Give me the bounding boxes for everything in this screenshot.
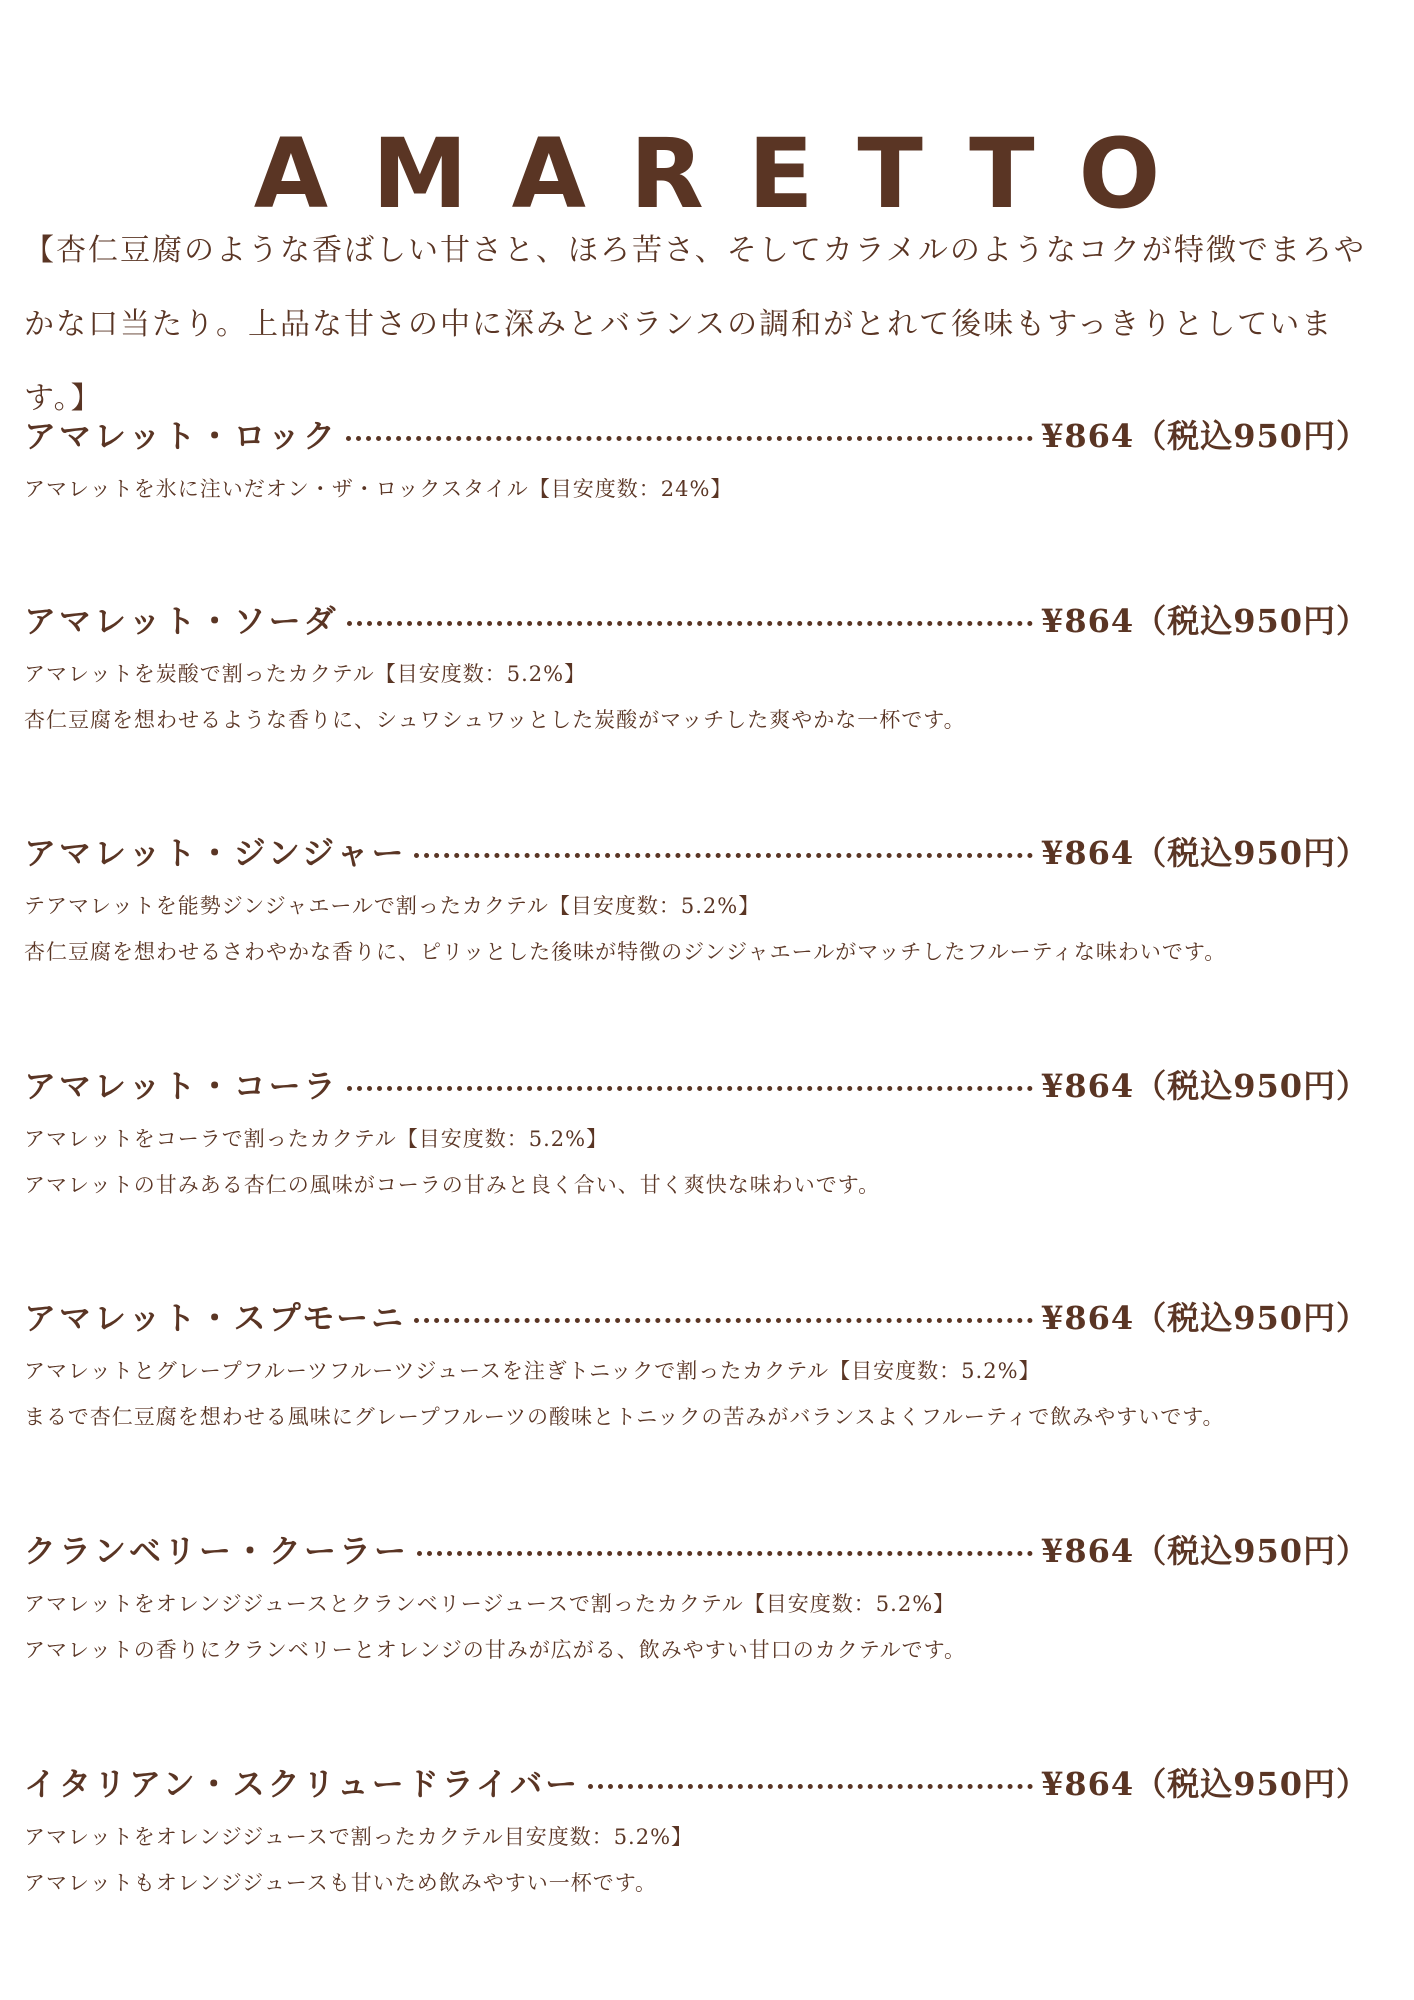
item-name: クランベリー・クーラー [24, 1532, 410, 1570]
item-price: ¥864（税込950円） [1041, 602, 1369, 640]
item-price: ¥864（税込950円） [1041, 1067, 1369, 1105]
item-note: 杏仁豆腐を想わせるさわやかな香りに、ピリッとした後味が特徴のジンジャエールがマッチしたフルーティな味わいです。 [24, 940, 1227, 964]
item-header [24, 1527, 1369, 1575]
item-header [24, 597, 1369, 645]
menu-item-amaretto-rock [24, 412, 1369, 512]
item-description: アマレットを炭酸で割ったカクテル【目安度数：5.2%】 [24, 662, 587, 686]
dotted-leader [588, 1784, 1033, 1789]
item-name: アマレット・コーラ [24, 1067, 339, 1105]
menu-item-cranberry-cooler [24, 1527, 1369, 1673]
item-note: 杏仁豆腐を想わせるような香りに、シュワシュワッとした炭酸がマッチした爽やかな一杯です。 [24, 708, 966, 732]
item-description: アマレットを氷に注いだオン・ザ・ロックスタイル【目安度数：24%】 [24, 477, 733, 501]
item-name: アマレット・ジンジャー [24, 834, 407, 872]
item-price: ¥864（税込950円） [1041, 834, 1369, 872]
dotted-leader [414, 1318, 1033, 1323]
item-name: イタリアン・スクリュードライバー [24, 1765, 581, 1803]
item-price: ¥864（税込950円） [1041, 417, 1369, 455]
item-header [24, 1760, 1369, 1808]
dotted-leader [347, 1086, 1033, 1091]
item-description: アマレットをコーラで割ったカクテル【目安度数：5.2%】 [24, 1127, 609, 1151]
dotted-leader [346, 436, 1033, 441]
item-note: アマレットもオレンジジュースも甘いため飲みやすい一杯です。 [24, 1871, 658, 1895]
dotted-leader [414, 853, 1033, 858]
item-price: ¥864（税込950円） [1041, 1532, 1369, 1570]
item-price: ¥864（税込950円） [1041, 1299, 1369, 1337]
menu-item-amaretto-cola [24, 1062, 1369, 1208]
item-name: アマレット・スプモーニ [24, 1299, 407, 1337]
item-name: アマレット・ロック [24, 417, 339, 455]
item-header [24, 412, 1369, 460]
item-note: アマレットの香りにクランベリーとオレンジの甘みが広がる、飲みやすい甘口のカクテルです。 [24, 1638, 967, 1662]
item-header [24, 1062, 1369, 1110]
intro-text: 【杏仁豆腐のような香ばしい甘さと、ほろ苦さ、そしてカラメルのようなコクが特徴でまろやかな口当たり。上品な甘さの中に深みとバランスの調和がとれて後味もすっきりとしています。】 [24, 233, 1366, 416]
page-title: AMARETTO [253, 118, 1205, 231]
dotted-leader [417, 1551, 1033, 1556]
item-description: アマレットをオレンジジュースとクランベリージュースで割ったカクテル【目安度数：5.2%】 [24, 1592, 956, 1616]
item-description: アマレットとグレープフルーツフルーツジュースを注ぎトニックで割ったカクテル【目安度数：5.2%】 [24, 1359, 1041, 1383]
item-price: ¥864（税込950円） [1041, 1765, 1369, 1803]
item-name: アマレット・ソーダ [24, 602, 339, 640]
item-note: アマレットの甘みある杏仁の風味がコーラの甘みと良く合い、甘く爽快な味わいです。 [24, 1173, 881, 1197]
menu-item-amaretto-soda [24, 597, 1369, 743]
item-description: アマレットをオレンジジュースで割ったカクテル目安度数：5.2%】 [24, 1825, 694, 1849]
menu-item-amaretto-spumoni [24, 1294, 1369, 1440]
item-header [24, 829, 1369, 877]
item-note: まるで杏仁豆腐を想わせる風味にグレープフルーツの酸味とトニックの苦みがバランスよくフルーティで飲みやすいです。 [24, 1405, 1225, 1429]
item-header [24, 1294, 1369, 1342]
menu-item-amaretto-ginger [24, 829, 1369, 975]
dotted-leader [347, 621, 1033, 626]
menu-item-italian-screwdriver [24, 1760, 1369, 1906]
item-description: テアマレットを能勢ジンジャエールで割ったカクテル【目安度数：5.2%】 [24, 894, 761, 918]
